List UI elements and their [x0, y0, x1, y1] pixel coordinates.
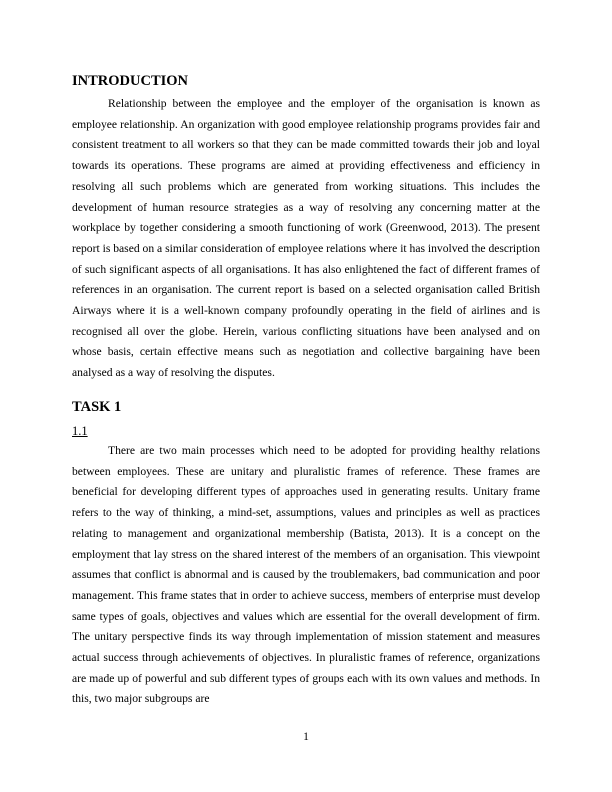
- section-1-1-heading: 1.1: [72, 424, 88, 438]
- page-number: 1: [303, 730, 309, 743]
- task-1-paragraph: There are two main processes which need to be adopted for providing healthy relations between employees. These are unitary and pluralistic frames of reference. These frames are beneficial for developing different types of approaches used in generating results. Unitary frame refers to the way of thinking, a mind-set, assumptions, values and principles as well as practices relating to management and organizational membership (Batista, 2013). It is a concept on the employment that lay stress on the shared interest of the members of an organisation. This viewpoint assumes that conflict is abnormal and is caused by the troublemakers, bad communication and poor management. This frame states that in order to achieve success, members of enterprise must develop same types of goals, objectives and values which are essential for the overall development of firm. The unitary perspective finds its way through implementation of mission statement and measures actual success through achievements of objectives. In pluralistic frames of reference, organizations are made up of powerful and sub different types of groups each with its own values and methods. In this, two major subgroups are: [72, 444, 540, 706]
- introduction-heading: INTRODUCTION: [72, 73, 189, 89]
- task-1-section: [72, 441, 540, 710]
- introduction-section: [72, 94, 540, 384]
- introduction-paragraph: Relationship between the employee and the employer of the organisation is known as employee relationship. An organization with good employee relationship programs provides fair and consistent treatment to all workers so that they can be made committed towards their job and loyal towards its operations. These programs are aimed at providing effectiveness and efficiency in resolving all such problems which are generated from working situations. This includes the development of human resource strategies as a way of resolving any concerning matter at the workplace by together considering a smooth functioning of work (Greenwood, 2013). The present report is based on a similar consideration of employee relations where it has involved the description of such significant aspects of all organisations. It has also enlightened the fact of different frames of references in an organisation. The current report is based on a selected organisation called British Airways where it is a well-known company profoundly operating in the field of airlines and is recognised all over the globe. Herein, various conflicting situations have been analysed and on whose basis, certain effective means such as negotiation and collective bargaining have been analysed as a way of resolving the disputes.: [72, 97, 540, 380]
- task-1-heading: TASK 1: [72, 399, 122, 415]
